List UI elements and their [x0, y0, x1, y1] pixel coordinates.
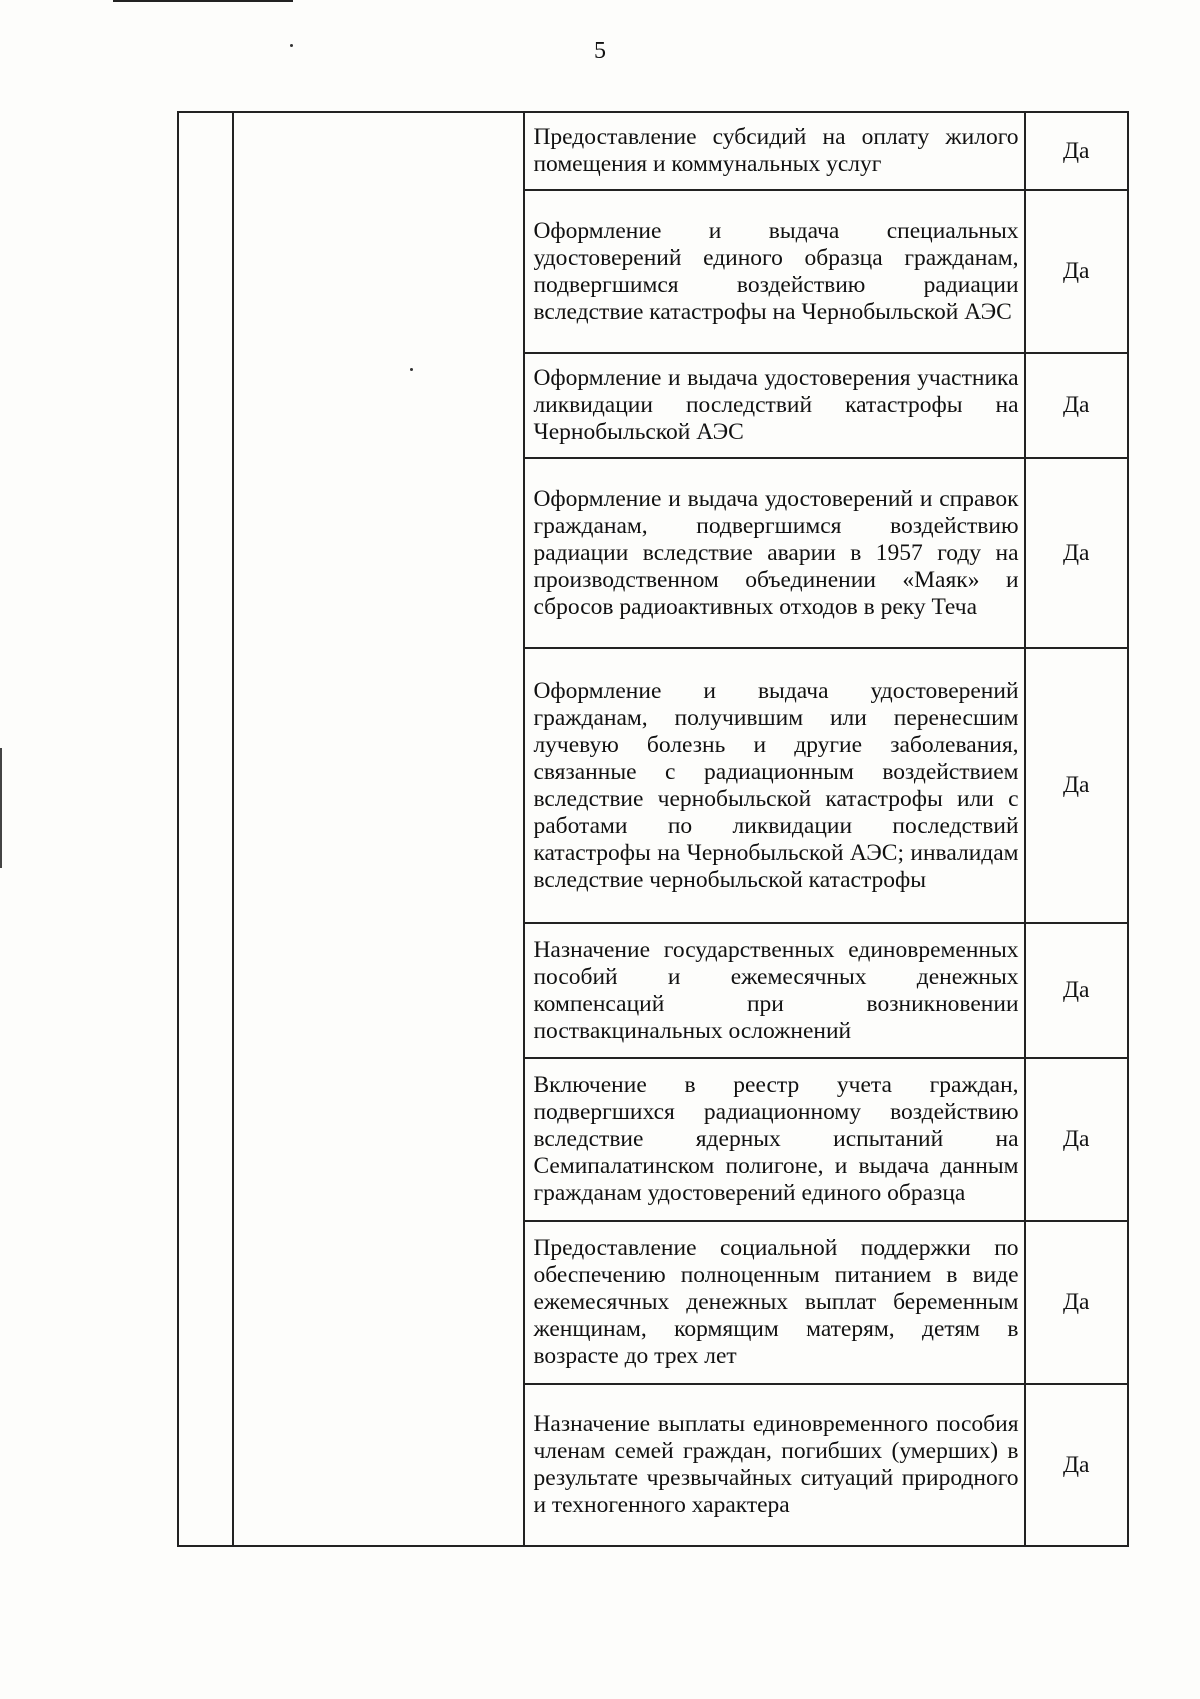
- service-name: Включение в реестр учета граждан, подвергшихся радиационному воздействию вследствие ядерных испытаний на Семипалатинском полигоне, и выдача данным гражданам удостоверений единого образца: [533, 1072, 1019, 1206]
- service-name: Предоставление социальной поддержки по обеспечению полноценным питанием в виде ежемесячных денежных выплат беременным женщинам, кормящим матерям, детям в возрасте до трех лет: [533, 1235, 1019, 1369]
- service-name: Назначение выплаты единовременного пособия членам семей граждан, погибших (умерших) в результате чрезвычайных ситуаций природного и техногенного характера: [533, 1411, 1019, 1518]
- service-name: Оформление и выдача специальных удостоверений единого образца гражданам, подвергшимся воздействию радиации вследствие катастрофы на Чернобыльской АЭС: [533, 217, 1019, 325]
- scan-artifact-line: [113, 0, 293, 2]
- availability-answer: Да: [1025, 1384, 1128, 1546]
- page-number: 5: [594, 38, 606, 64]
- service-name: Оформление и выдача удостоверений и справок гражданам, подвергшимся воздействию радиации вследствие аварии в 1957 году на производственном объединении «Маяк» и сбросов радиоактивных отходов в реку Теча: [533, 485, 1019, 620]
- availability-answer: Да: [1025, 648, 1128, 923]
- availability-answer: Да: [1025, 923, 1128, 1058]
- availability-answer: Да: [1025, 1058, 1128, 1221]
- availability-answer: Да: [1025, 190, 1128, 353]
- blank-column-b: [233, 112, 524, 1546]
- services-table: [177, 111, 1129, 1547]
- table-row: [178, 112, 1128, 190]
- availability-answer: Да: [1025, 1221, 1128, 1384]
- blank-column-a: [178, 112, 233, 1546]
- availability-answer: Да: [1025, 353, 1128, 458]
- availability-answer: Да: [1025, 112, 1128, 190]
- service-name: Оформление и выдача удостоверения участника ликвидации последствий катастрофы на Чернобыльской АЭС: [533, 365, 1019, 445]
- service-name: Предоставление субсидий на оплату жилого помещения и коммунальных услуг: [533, 124, 1019, 177]
- availability-answer: Да: [1025, 458, 1128, 648]
- service-name: Оформление и выдача удостоверений гражданам, получившим или перенесшим лучевую болезнь и другие заболевания, связанные с радиационным воздействием вследствие чернобыльской катастрофы или с работами по ликвидации последствий катастрофы на Чернобыльской АЭС; инвалидам вследствие чернобыльской катастрофы: [533, 677, 1019, 893]
- scan-edge-mark: [0, 748, 2, 868]
- service-name: Назначение государственных единовременных пособий и ежемесячных денежных компенсаций при возникновении поствакцинальных осложнений: [533, 936, 1019, 1044]
